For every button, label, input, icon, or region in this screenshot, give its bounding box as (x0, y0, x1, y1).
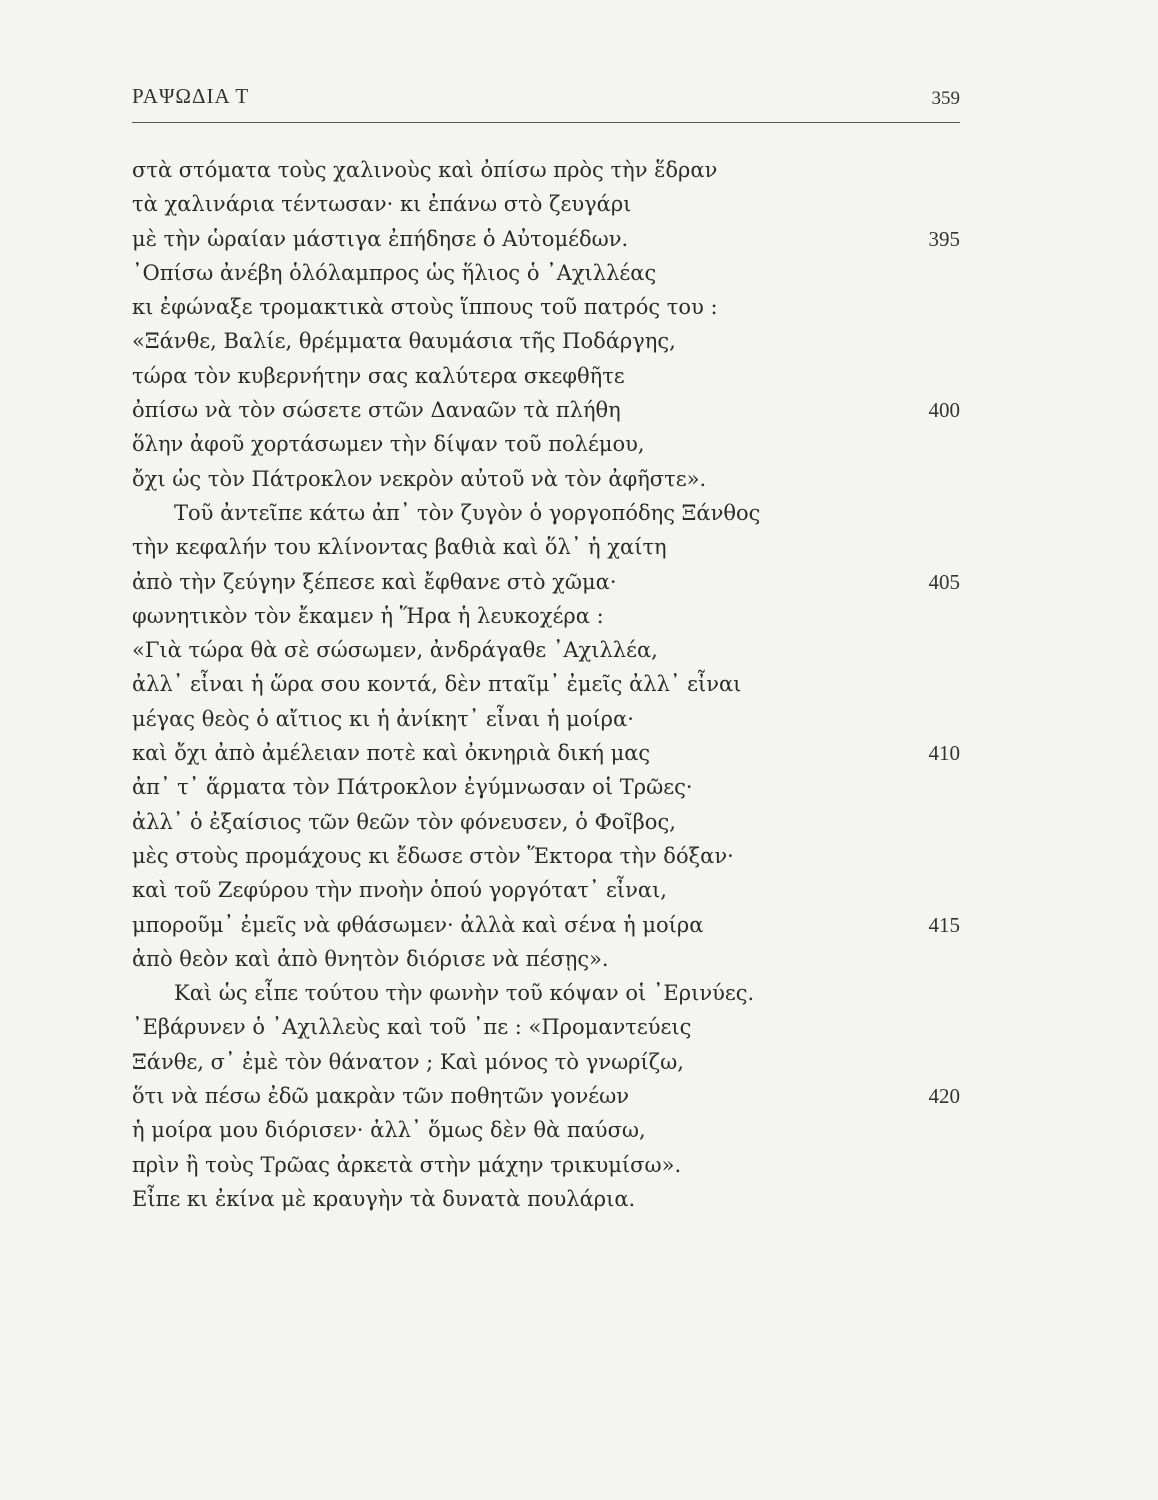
verse-text: τὴν κεφαλήν του κλίνοντας βαθιὰ καὶ ὅλ᾿ ἡ χαίτη (132, 535, 667, 560)
verse-block (132, 153, 960, 1216)
verse-line (132, 942, 960, 976)
verse-text: στὰ στόματα τοὺς χαλινοὺς καὶ ὀπίσω πρὸς τὴν ἕδραν (132, 158, 718, 182)
verse-line (132, 667, 960, 701)
line-number: 395 (928, 226, 960, 251)
verse-text: καὶ τοῦ Ζεφύρου τὴν πνοὴν ὁπού γοργότατ᾿ εἶναι, (132, 878, 667, 903)
verse-line (132, 770, 960, 804)
verse-text: μέγας θεὸς ὁ αἴτιος κι ἡ ἀνίκητ᾿ εἶναι ἡ μοίρα· (132, 706, 634, 731)
running-title: ΡΑΨΩΔΙΑ Τ (132, 84, 250, 108)
line-number: 400 (928, 398, 960, 423)
verse-line (132, 873, 960, 907)
verse-text: ὅτι νὰ πέσω ἐδῶ μακρὰν τῶν ποθητῶν γονέων (132, 1084, 630, 1109)
verse-text: Τοῦ ἀντεῖπε κάτω ἀπ᾿ τὸν ζυγὸν ὁ γοργοπόδης Ξάνθος (174, 500, 761, 525)
verse-text: μὲ τὴν ὡραίαν μάστιγα ἐπήδησε ὁ Αὐτομέδων. (132, 226, 629, 251)
verse-text: «Ξάνθε, Βαλίε, θρέμματα θαυμάσια τῆς Ποδάργης, (132, 329, 676, 354)
verse-line (132, 496, 960, 530)
line-number: 420 (928, 1084, 960, 1109)
header-rule (132, 122, 960, 123)
line-number: 415 (928, 912, 960, 937)
verse-text: ᾿Εβάρυνεν ὁ ᾿Αχιλλεὺς καὶ τοῦ ᾿πε : «Προμαντεύεις (132, 1015, 692, 1040)
verse-line (132, 1148, 960, 1182)
verse-line (132, 1182, 960, 1216)
verse-text: Καὶ ὡς εἶπε τούτου τὴν φωνὴν τοῦ κόψαν οἱ ᾿Ερινύες. (174, 981, 755, 1006)
page-number: 359 (931, 88, 960, 109)
verse-line (132, 976, 960, 1010)
line-number: 410 (928, 741, 960, 766)
verse-line (132, 153, 960, 187)
verse-text: Ξάνθε, σ᾿ ἐμὲ τὸν θάνατον ; Καὶ μόνος τὸ γνωρίζω, (132, 1049, 684, 1074)
verse-line (132, 256, 960, 290)
verse-line (132, 1045, 960, 1079)
page-header (132, 84, 960, 114)
verse-text: ὀπίσω νὰ τὸν σώσετε στῶν Δαναῶν τὰ πλήθη (132, 398, 621, 423)
verse-line (132, 908, 960, 942)
verse-line (132, 839, 960, 873)
verse-line (132, 530, 960, 564)
verse-line (132, 805, 960, 839)
verse-text: ὄχι ὡς τὸν Πάτροκλον νεκρὸν αὐτοῦ νὰ τὸν ἀφῆστε». (132, 466, 707, 491)
verse-text: «Γιὰ τώρα θὰ σὲ σώσωμεν, ἀνδράγαθε ᾿Αχιλλέα, (132, 638, 658, 663)
verse-text: μὲς στοὺς προμάχους κι ἔδωσε στὸν Ἕκτορα τὴν δόξαν· (132, 843, 734, 868)
verse-line (132, 462, 960, 496)
verse-text: τώρα τὸν κυβερνήτην σας καλύτερα σκεφθῆτε (132, 363, 625, 388)
verse-line (132, 290, 960, 324)
verse-text: ἡ μοίρα μου διόρισεν· ἀλλ᾿ ὅμως δὲν θὰ παύσω, (132, 1118, 646, 1143)
verse-line (132, 359, 960, 393)
verse-text: ἀπὸ τὴν ζεύγην ξέπεσε καὶ ἔφθανε στὸ χῶμα· (132, 569, 617, 594)
verse-text: ἀπὸ θεὸν καὶ ἀπὸ θνητὸν διόρισε νὰ πέσῃς». (132, 946, 609, 971)
verse-line (132, 702, 960, 736)
verse-text: μποροῦμ᾿ ἐμεῖς νὰ φθάσωμεν· ἀλλὰ καὶ σένα ἡ μοίρα (132, 912, 704, 937)
verse-line (132, 1113, 960, 1147)
verse-line (132, 736, 960, 770)
verse-text: καὶ ὄχι ἀπὸ ἀμέλειαν ποτὲ καὶ ὀκνηριὰ δική μας (132, 741, 651, 766)
verse-line (132, 1010, 960, 1044)
verse-line (132, 324, 960, 358)
verse-text: πρὶν ἢ τοὺς Τρῶας ἀρκετὰ στὴν μάχην τρικυμίσω». (132, 1152, 682, 1177)
line-number: 405 (928, 569, 960, 594)
verse-text: ᾿Οπίσω ἀνέβη ὁλόλαμπρος ὡς ἥλιος ὁ ᾿Αχιλλέας (132, 260, 657, 285)
verse-text: Εἶπε κι ἐκίνα μὲ κραυγὴν τὰ δυνατὰ πουλάρια. (132, 1186, 636, 1211)
verse-line (132, 187, 960, 221)
verse-line (132, 565, 960, 599)
verse-line (132, 599, 960, 633)
verse-line (132, 222, 960, 256)
verse-text: ἀπ᾿ τ᾿ ἅρματα τὸν Πάτροκλον ἐγύμνωσαν οἱ Τρῶες· (132, 775, 693, 800)
verse-line (132, 633, 960, 667)
verse-text: ἀλλ᾿ εἶναι ἡ ὥρα σου κοντά, δὲν πταῖμ᾿ ἐμεῖς ἀλλ᾿ εἶναι (132, 672, 742, 697)
verse-line (132, 427, 960, 461)
verse-text: κι ἐφώναξε τρομακτικὰ στοὺς ἵππους τοῦ πατρός του : (132, 295, 718, 320)
verse-line (132, 1079, 960, 1113)
verse-line (132, 393, 960, 427)
verse-text: ἀλλ᾿ ὁ ἐξαίσιος τῶν θεῶν τὸν φόνευσεν, ὁ Φοῖβος, (132, 809, 676, 834)
verse-text: τὰ χαλινάρια τέντωσαν· κι ἐπάνω στὸ ζευγάρι (132, 192, 632, 217)
verse-text: ὅλην ἀφοῦ χορτάσωμεν τὴν δίψαν τοῦ πολέμου, (132, 432, 645, 457)
verse-text: φωνητικὸν τὸν ἔκαμεν ἡ Ἥρα ἡ λευκοχέρα : (132, 603, 604, 628)
